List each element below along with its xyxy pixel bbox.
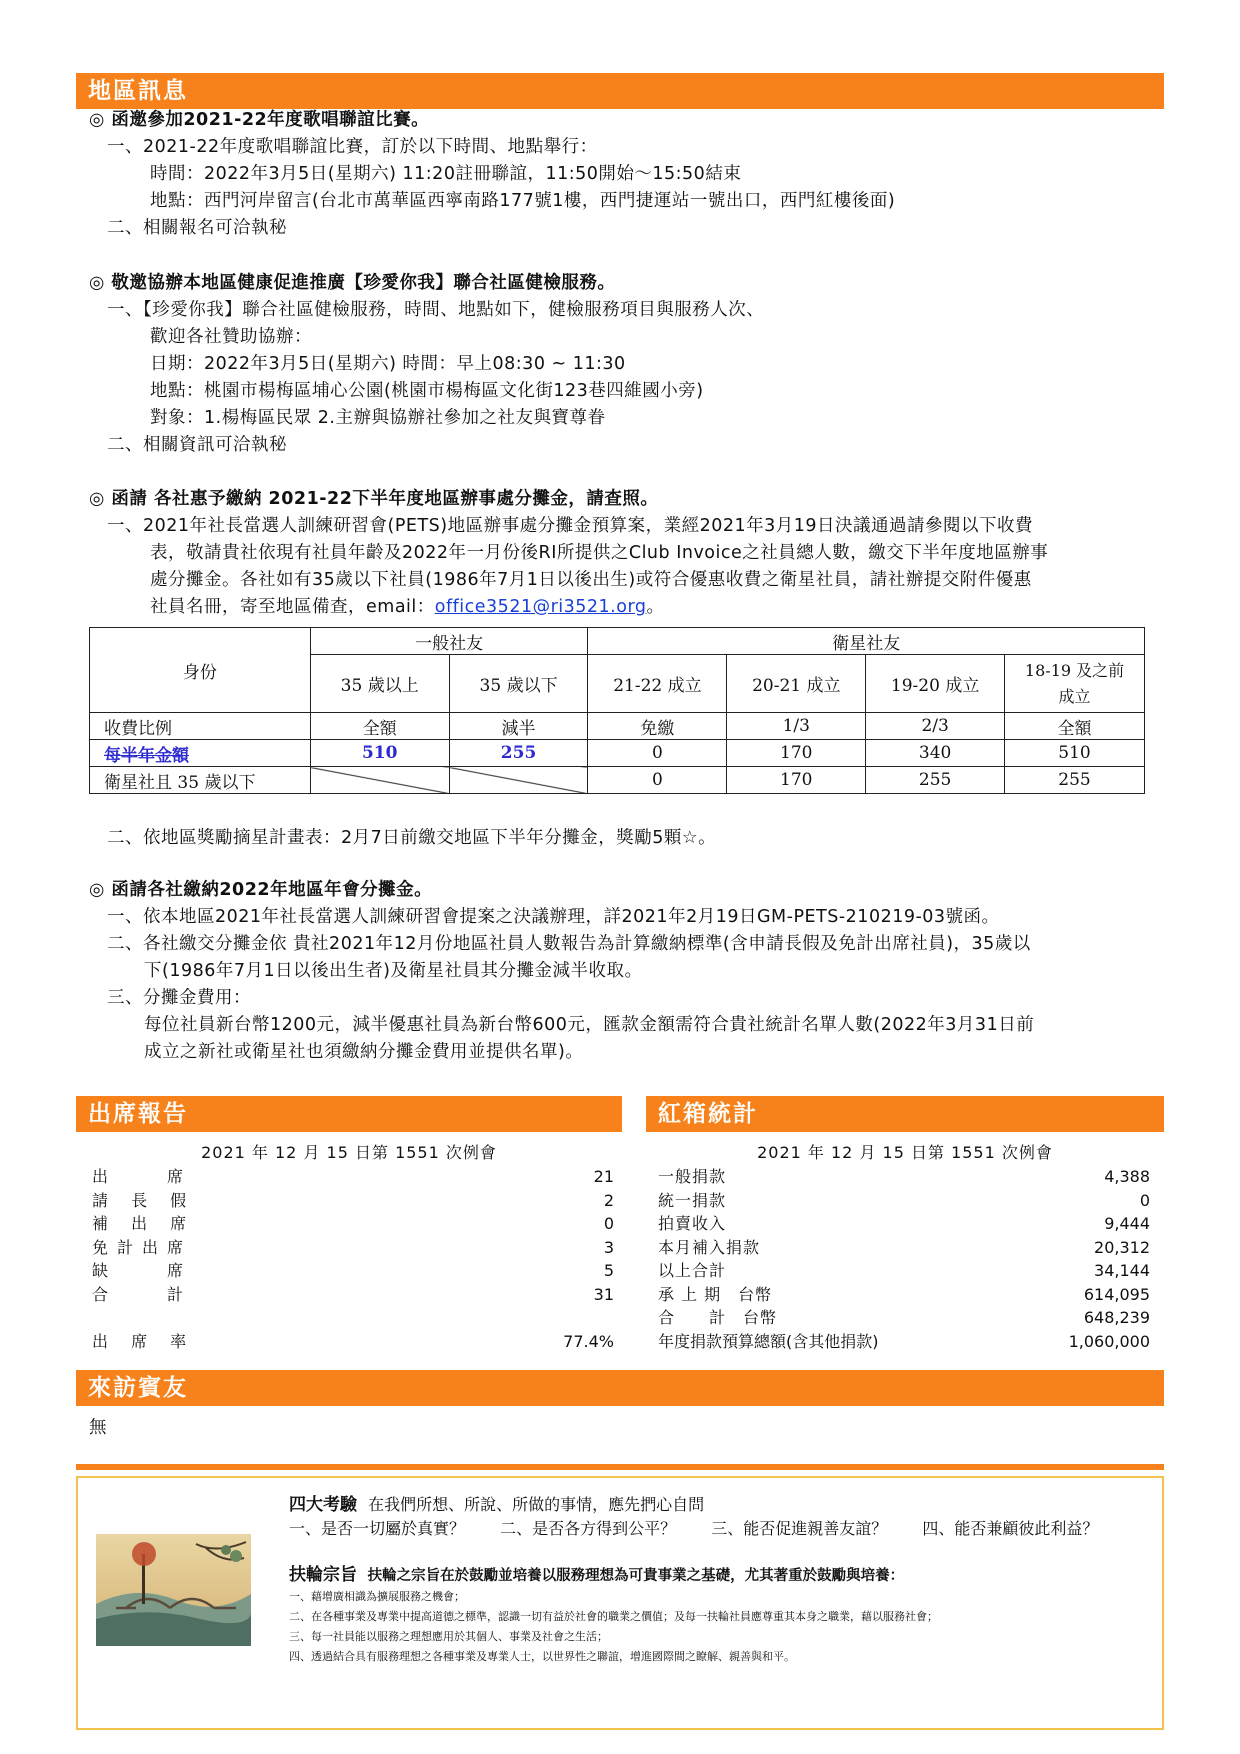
red-box-header: 紅箱統計 [646, 1096, 1164, 1132]
object-item-2: 二、在各種事業及專業中提高道德之標準，認識一切有益於社會的職業之價值；及每一扶輪社員應尊重其本身之職業，藉以服務社會； [289, 1610, 938, 1623]
red-box-value: 34,144 [1094, 1261, 1150, 1280]
item3-line4-suffix: 。 [646, 597, 665, 617]
attendance-meeting-date: 2021 年 12 月 15 日第 1551 次例會 [201, 1143, 497, 1162]
fee-header-general: 一般社友 [310, 628, 588, 655]
item3-title: ◎ 函請 各社惠予繳納 2021-22下半年度地區辦事處分攤金，請查照。 [89, 489, 659, 509]
fee-row-sat35-label: 衛星社且 35 歲以下 [90, 767, 311, 794]
visitors-content: 無 [89, 1418, 107, 1438]
attendance-label: 補 出 席 [92, 1214, 196, 1233]
item1-line1: 一、2021-22年度歌唱聯誼比賽，訂於以下時間、地點舉行： [107, 137, 598, 157]
attendance-header: 出席報告 [76, 1096, 622, 1132]
fee-diagonal-cell [310, 767, 449, 794]
district-news-header: 地區訊息 [76, 73, 1164, 109]
object-of-rotary-intro: 扶輪之宗旨在於鼓勵並培養以服務理想為可貴事業之基礎，尤其著重於鼓勵與培養： [367, 1568, 905, 1584]
fee-ratio-cell: 全額 [310, 713, 449, 740]
fee-ratio-cell: 減半 [449, 713, 588, 740]
fee-ratio-cell: 1/3 [727, 713, 866, 740]
item4-line6: 成立之新社或衛星社也須繳納分攤金費用並提供名單)。 [144, 1042, 584, 1062]
item4-line5: 每位社員新台幣1200元，減半優惠社員為新台幣600元，匯款金額需符合貴社統計名單人數(2022年3月31日前 [144, 1015, 1035, 1035]
four-way-test-questions [289, 1516, 1098, 1539]
fee-half-cell: 510 [310, 740, 449, 767]
item1-line4: 二、相關報名可洽執秘 [107, 218, 287, 238]
object-item-4: 四、透過結合具有服務理想之各種事業及專業人士，以世界性之聯誼，增進國際間之瞭解、親善與和平。 [289, 1650, 795, 1663]
red-box-label: 以上合計 [658, 1261, 727, 1280]
object-of-rotary-title: 扶輪宗旨 [289, 1565, 357, 1585]
red-box-value: 9,444 [1104, 1214, 1150, 1233]
fee-table [89, 627, 1145, 794]
fee-col-1819-line1: 18-19 及之前 [1024, 660, 1125, 680]
attendance-value: 21 [593, 1167, 614, 1186]
fee-col-35-down: 35 歲以下 [449, 655, 588, 713]
red-box-label: 統一捐款 [658, 1190, 727, 1210]
attendance-rate-value: 77.4% [563, 1331, 614, 1351]
item2-line2: 歡迎各社贊助協辦： [150, 327, 312, 347]
item3-line5: 二、依地區獎勵摘星計畫表：2月7日前繳交地區下半年分攤金，獎勵5顆☆。 [107, 828, 717, 848]
item4-title: ◎ 函請各社繳納2022年地區年會分攤金。 [89, 880, 433, 900]
red-box-label: 一般捐款 [658, 1167, 727, 1186]
attendance-label: 請 長 假 [92, 1190, 196, 1210]
fee-col-35-up: 35 歲以上 [310, 655, 449, 713]
attendance-value: 31 [593, 1284, 614, 1304]
landscape-painting-image [96, 1534, 251, 1646]
fee-diagonal-cell [449, 767, 588, 794]
attendance-label: 合 計 [92, 1284, 193, 1304]
attendance-value: 5 [603, 1261, 614, 1280]
fee-sat35-cell: 170 [727, 767, 866, 794]
attendance-label: 出 席 [92, 1167, 193, 1186]
item3-line3: 處分攤金。各社如有35歲以下社員(1986年7月1日以後出生)或符合優惠收費之衛星社員，請社辦提交附件優惠 [150, 570, 1032, 590]
item2-line4: 地點：桃園市楊梅區埔心公園(桃園市楊梅區文化街123巷四維國小旁) [150, 381, 704, 401]
red-box-list [658, 1165, 1150, 1355]
fee-ratio-cell: 全額 [1005, 713, 1145, 740]
fee-ratio-cell: 2/3 [866, 713, 1005, 740]
item1-title: ◎ 函邀參加2021-22年度歌唱聯誼比賽。 [89, 110, 430, 130]
four-way-q2: 二、是否各方得到公平？ [500, 1519, 677, 1538]
fee-half-cell: 340 [866, 740, 1005, 767]
four-way-test-intro: 在我們所想、所說、所做的事情，應先捫心自問 [368, 1495, 705, 1514]
item2-line5: 對象：1.楊梅區民眾 2.主辦與協辦社參加之社友與寶尊眷 [150, 408, 606, 428]
red-box-value: 1,060,000 [1068, 1331, 1150, 1351]
attendance-value: 0 [603, 1214, 614, 1233]
fee-ratio-cell: 免繳 [588, 713, 727, 740]
item4-line1: 一、依本地區2021年社長當選人訓練研習會提案之決議辦理，詳2021年2月19日GM-PETS-210219-03號函。 [107, 907, 1000, 927]
red-box-value: 648,239 [1083, 1308, 1150, 1327]
fee-header-identity: 身份 [90, 628, 311, 713]
item1-line3: 地點：西門河岸留言(台北市萬華區西寧南路177號1樓，西門捷運站一號出口，西門紅樓後面) [150, 191, 896, 211]
fee-header-satellite: 衛星社友 [588, 628, 1145, 655]
fee-half-cell: 255 [449, 740, 588, 767]
fee-sat35-cell: 255 [866, 767, 1005, 794]
fee-half-cell: 510 [1005, 740, 1145, 767]
fee-sat35-cell: 0 [588, 767, 727, 794]
motto-top-rule [76, 1464, 1164, 1470]
red-box-label: 本月補入捐款 [658, 1237, 761, 1257]
fee-row-half-label: 每半年金額 [90, 740, 311, 767]
attendance-value: 3 [603, 1237, 614, 1257]
item4-line2: 二、各社繳交分攤金依 貴社2021年12月份地區社員人數報告為計算繳納標準(含申請長假及免計出席社員)，35歲以 [107, 934, 1031, 954]
four-way-test-heading [289, 1490, 704, 1515]
item4-line4: 三、分攤金費用： [107, 988, 251, 1008]
fee-col-2122: 21-22 成立 [588, 655, 727, 713]
attendance-list [92, 1165, 614, 1355]
fee-sat35-cell: 255 [1005, 767, 1145, 794]
attendance-value: 2 [603, 1190, 614, 1210]
attendance-label: 免計出席 [92, 1237, 193, 1257]
red-box-value: 4,388 [1104, 1167, 1150, 1186]
red-box-meeting-date: 2021 年 12 月 15 日第 1551 次例會 [757, 1143, 1053, 1162]
four-way-q4: 四、能否兼顧彼此利益？ [922, 1519, 1099, 1538]
item3-line1: 一、2021年社長當選人訓練研習會(PETS)地區辦事處分攤金預算案，業經2021年3月19日決議通過請參閱以下收費 [107, 516, 1034, 536]
object-item-3: 三、每一社員能以服務之理想應用於其個人、事業及社會之生活； [289, 1630, 608, 1643]
red-box-label: 承 上 期 台幣 [658, 1284, 773, 1304]
four-way-q3: 三、能否促進親善友誼？ [711, 1519, 888, 1538]
item4-line3: 下(1986年7月1日以後出生者)及衛星社員其分攤金減半收取。 [144, 961, 643, 981]
item3-line2: 表，敬請貴社依現有社員年齡及2022年一月份後RI所提供之Club Invoice之社員總人數，繳交下半年度地區辦事 [150, 543, 1049, 563]
red-box-value: 20,312 [1094, 1237, 1150, 1257]
object-item-1: 一、藉增廣相識為擴展服務之機會； [289, 1590, 465, 1603]
item2-line1: 一、【珍愛你我】聯合社區健檢服務，時間、地點如下，健檢服務項目與服務人次、 [107, 300, 765, 320]
attendance-label: 缺 席 [92, 1261, 193, 1280]
fee-col-1819-line2: 成立 [1058, 686, 1091, 706]
red-box-label: 合 計 台幣 [658, 1308, 778, 1327]
fee-half-cell: 170 [727, 740, 866, 767]
four-way-q1: 一、是否一切屬於真實？ [289, 1519, 466, 1538]
object-of-rotary-heading [289, 1560, 904, 1585]
item2-title: ◎ 敬邀協辦本地區健康促進推廣【珍愛你我】聯合社區健檢服務。 [89, 273, 616, 293]
item3-line4 [150, 594, 664, 621]
fee-col-1819 [1005, 655, 1145, 713]
item3-line4-text: 社員名冊，寄至地區備查，email： [150, 597, 435, 617]
item2-line3: 日期：2022年3月5日(星期六) 時間：早上08:30 ~ 11:30 [150, 354, 626, 374]
fee-col-2021: 20-21 成立 [727, 655, 866, 713]
red-box-value: 614,095 [1083, 1284, 1150, 1304]
fee-col-1920: 19-20 成立 [866, 655, 1005, 713]
attendance-rate-label: 出 席 率 [92, 1331, 196, 1351]
fee-half-cell: 0 [588, 740, 727, 767]
item2-line6: 二、相關資訊可洽執秘 [107, 435, 287, 455]
red-box-label: 拍賣收入 [658, 1214, 727, 1233]
red-box-value: 0 [1139, 1190, 1150, 1210]
four-way-test-title: 四大考驗 [289, 1495, 357, 1515]
fee-row-ratio-label: 收費比例 [90, 713, 311, 740]
item1-line2: 時間：2022年3月5日(星期六) 11:20註冊聯誼，11:50開始～15:50結束 [150, 164, 742, 184]
email-link[interactable]: office3521@ri3521.org [434, 597, 647, 617]
red-box-label: 年度捐款預算總額(含其他捐款) [658, 1331, 879, 1351]
visitors-header: 來訪賓友 [76, 1370, 1164, 1406]
motto-box [76, 1476, 1164, 1730]
